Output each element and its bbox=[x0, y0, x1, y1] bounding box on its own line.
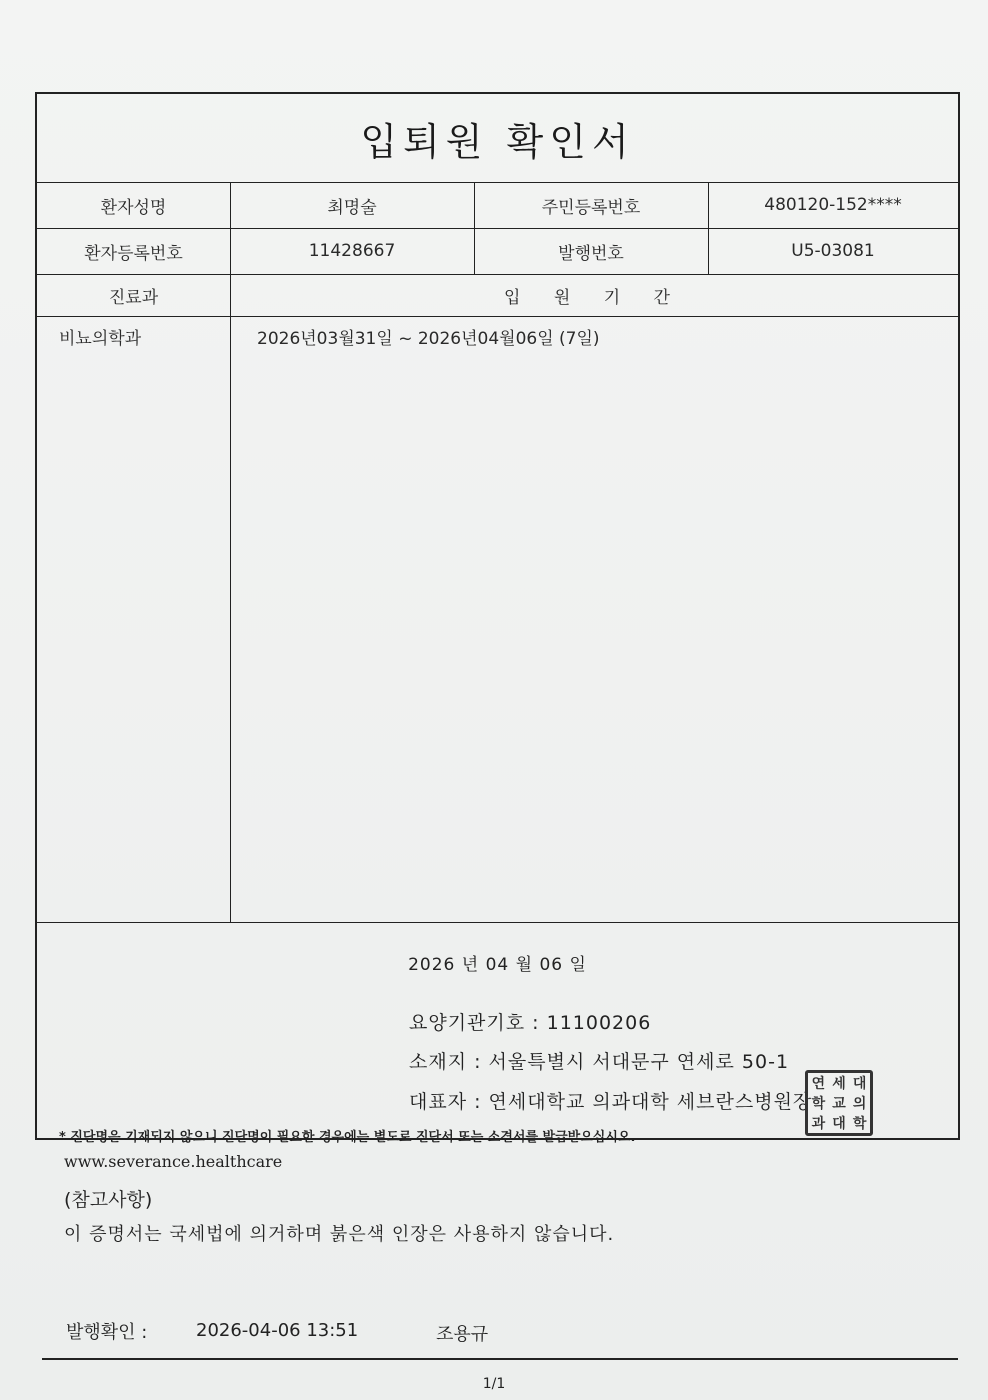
reference-heading: (참고사항) bbox=[64, 1189, 153, 1211]
footer-divider bbox=[42, 1358, 958, 1360]
seal-char: 학 bbox=[852, 1116, 867, 1132]
page-number: 1/1 bbox=[482, 1376, 506, 1392]
label-resident-number: 주민등록번호 bbox=[541, 197, 641, 218]
seal-char: 연 bbox=[811, 1076, 826, 1092]
seal-char: 대 bbox=[832, 1116, 846, 1132]
seal-char: 대 bbox=[852, 1076, 867, 1092]
seal-char: 학 bbox=[811, 1096, 826, 1112]
diagnosis-notice: * 진단명은 기재되지 않으니 진단명이 필요한 경우에는 별도로 진단서 또는 소견서를 발급받으십시오. bbox=[59, 1130, 636, 1145]
institution-code: 요양기관기호 : 11100206 bbox=[409, 1012, 652, 1034]
issuer-name: 조용규 bbox=[436, 1324, 489, 1345]
value-admission-period: 2026년03월31일 ~ 2026년04월06일 (7일) bbox=[257, 328, 600, 349]
value-resident-number: 480120-152**** bbox=[764, 195, 902, 215]
value-patient-reg-no: 11428667 bbox=[308, 241, 396, 261]
issue-confirm-datetime: 2026-04-06 13:51 bbox=[196, 1320, 359, 1341]
website-url: www.severance.healthcare bbox=[64, 1152, 283, 1171]
label-patient-name: 환자성명 bbox=[100, 197, 167, 218]
certificate-frame bbox=[35, 92, 960, 1145]
label-patient-reg-no: 환자등록번호 bbox=[84, 243, 183, 264]
label-admission-period: 입 원 기 간 bbox=[504, 287, 684, 308]
official-seal bbox=[805, 1070, 873, 1136]
value-department: 비뇨의학과 bbox=[59, 328, 142, 349]
seal-char: 의 bbox=[852, 1096, 867, 1112]
issue-date: 2026 년 04 월 06 일 bbox=[408, 955, 587, 975]
value-patient-name: 최명술 bbox=[327, 197, 377, 218]
institution-representative: 대표자 : 연세대학교 의과대학 세브란스병원장 bbox=[409, 1091, 813, 1113]
seal-char: 세 bbox=[832, 1076, 846, 1092]
row-divider bbox=[37, 316, 958, 317]
seal-char: 과 bbox=[811, 1116, 826, 1132]
row-divider bbox=[37, 922, 958, 923]
label-department: 진료과 bbox=[108, 287, 159, 308]
institution-address: 소재지 : 서울특별시 서대문구 연세로 50-1 bbox=[409, 1051, 790, 1073]
issue-confirm-label: 발행확인 : bbox=[66, 1322, 148, 1343]
value-issue-no: U5-03081 bbox=[791, 241, 875, 261]
document-title: 입퇴원 확인서 bbox=[37, 94, 958, 183]
seal-char: 교 bbox=[832, 1096, 846, 1112]
reference-text: 이 증명서는 국세법에 의거하며 붉은색 인장은 사용하지 않습니다. bbox=[64, 1224, 615, 1245]
label-issue-no: 발행번호 bbox=[558, 243, 624, 264]
